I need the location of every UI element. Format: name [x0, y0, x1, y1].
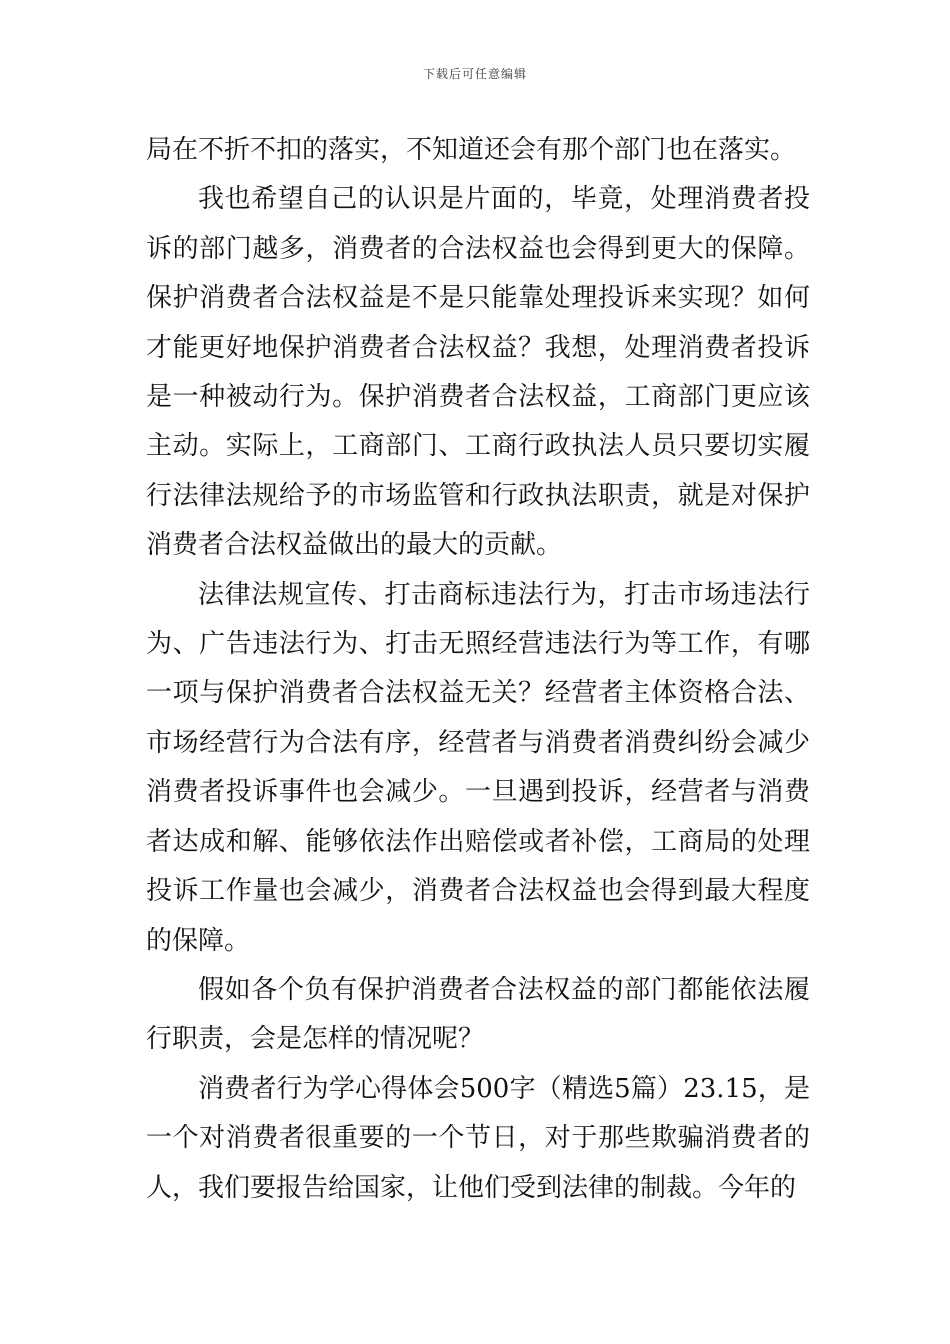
page-header: 下载后可任意编辑	[422, 67, 527, 81]
paragraph-1: 局在不折不扣的落实，不知道还会有那个部门也在落实。	[146, 135, 797, 165]
paragraph-4: 假如各个负有保护消费者合法权益的部门都能依法履行职责，会是怎样的情况呢？	[146, 974, 810, 1055]
document-body	[146, 126, 810, 1213]
paragraph-2: 我也希望自己的认识是片面的，毕竟，处理消费者投诉的部门越多，消费者的合法权益也会得到更大的保障。保护消费者合法权益是不是只能靠处理投诉来实现？如何才能更好地保护消费者合法权益？我想，处理消费者投诉是一种被动行为。保护消费者合法权益，工商部门更应该主动。实际上，工商部门、工商行政执法人员只要切实履行法律法规给予的市场监管和行政执法职责，就是对保护消费者合法权益做出的最大的贡献。	[146, 184, 810, 561]
paragraph-3: 法律法规宣传、打击商标违法行为，打击市场违法行为、广告违法行为、打击无照经营违法行为等工作，有哪一项与保护消费者合法权益无关？经营者主体资格合法、市场经营行为合法有序，经营者与消费者消费纠纷会减少消费者投诉事件也会减少。一旦遇到投诉，经营者与消费者达成和解、能够依法作出赔偿或者补偿，工商局的处理投诉工作量也会减少，消费者合法权益也会得到最大程度的保障。	[146, 579, 810, 956]
paragraph-5: 消费者行为学心得体会500字（精选5篇）23.15，是一个对消费者很重要的一个节日，对于那些欺骗消费者的人，我们要报告给国家，让他们受到法律的制裁。今年的	[146, 1073, 810, 1203]
